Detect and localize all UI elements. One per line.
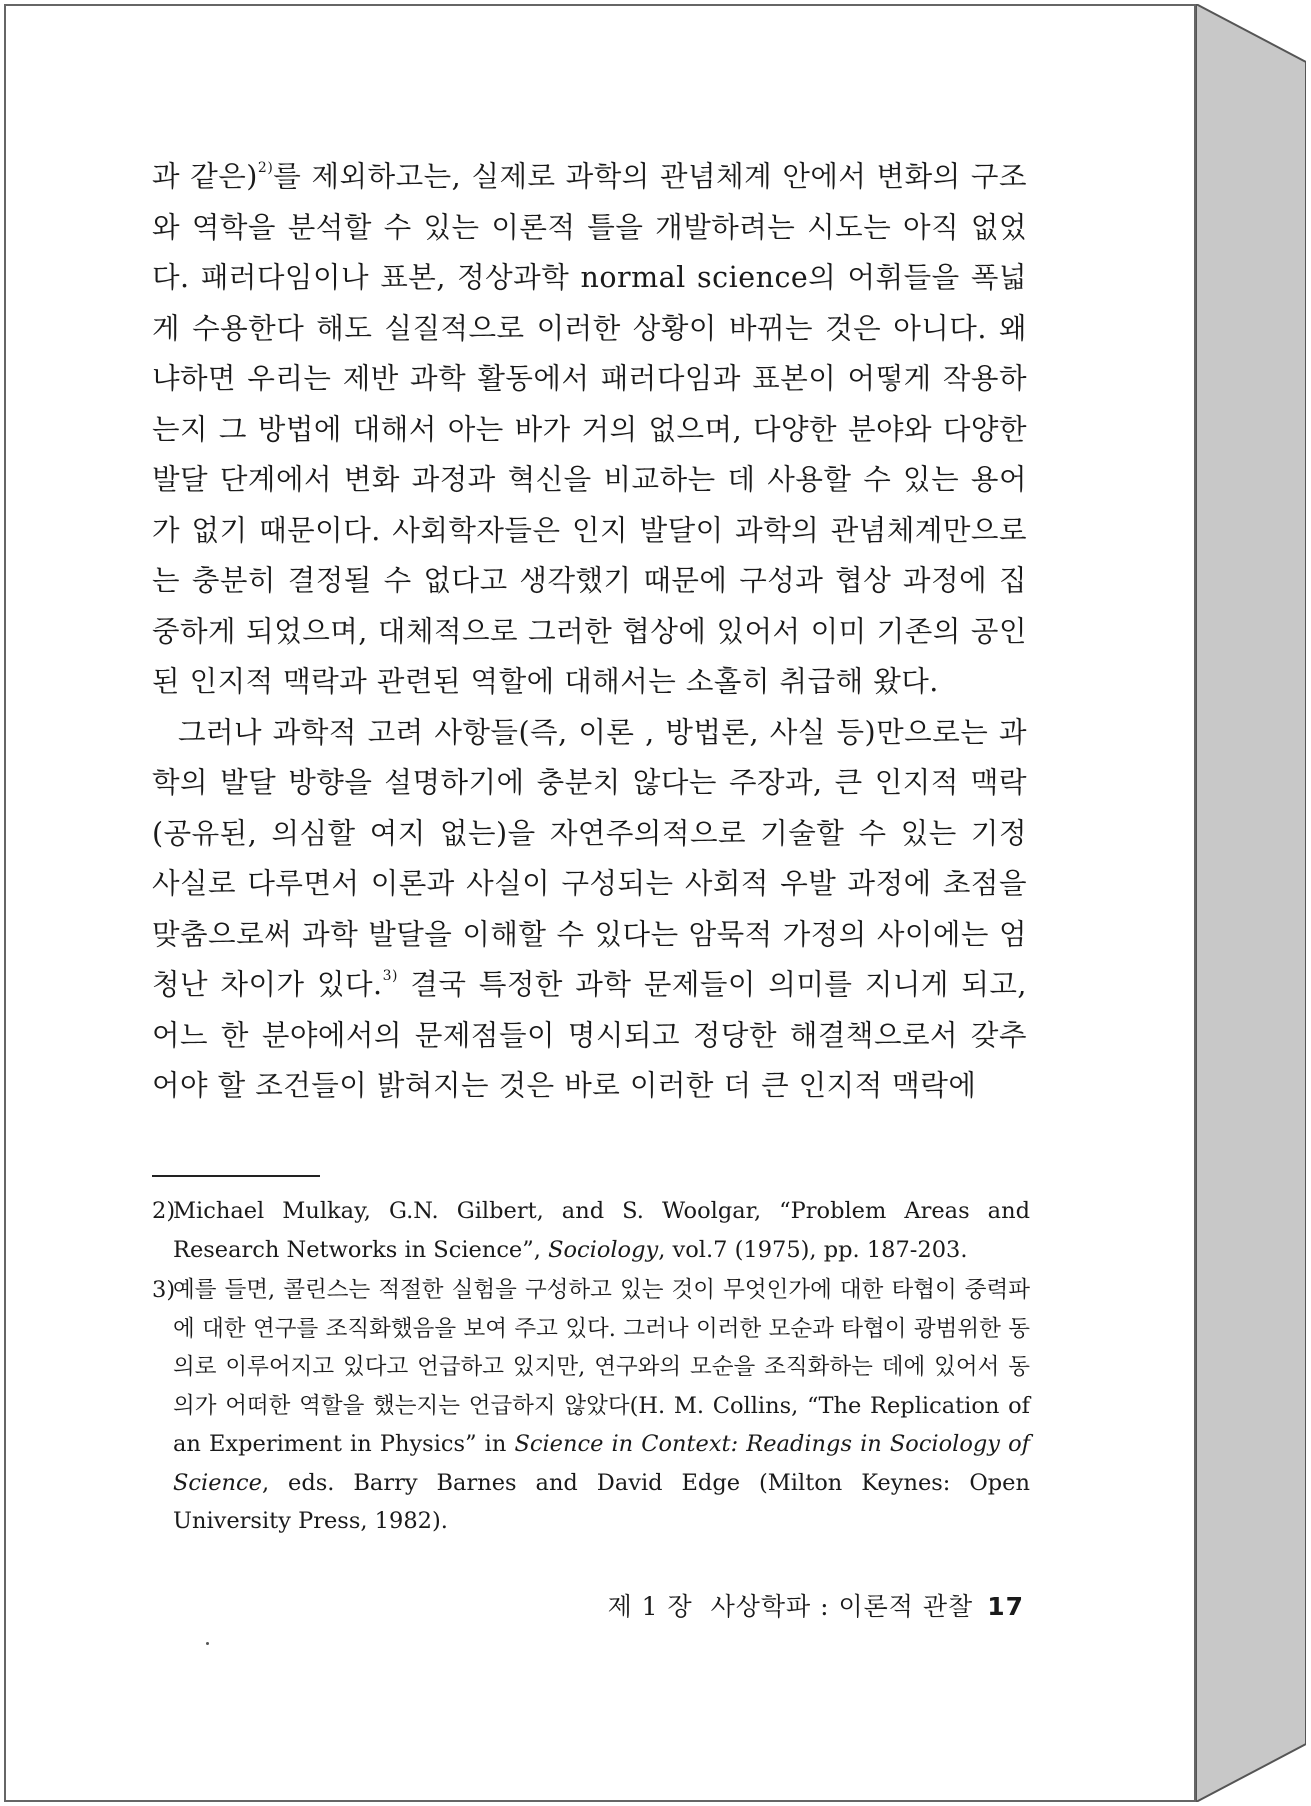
footnote-2 (152, 1192, 1030, 1269)
body-text (152, 152, 1027, 1112)
paragraph-1 (152, 152, 1027, 708)
book-page (4, 4, 1196, 1802)
footnote-text: 예를 들면, 콜린스는 적절한 실험을 구성하고 있는 것이 무엇인가에 대한 타협이 중력파에 대한 연구를 조직화했음을 보여 주고 있다. 그러나 이러한 모순과 타협이 광범위한 동의로 이루어지고 있다고 언급하고 있지만, 연구와의 모순을 조직화하는 데에 있어서 동의가 어떠한 역할을 했는지는 언급하지 않았다(H. M. Collins, “The Replication of an Experiment in Physics” in (173, 1277, 1030, 1457)
footnote-number: 2) (152, 1198, 176, 1224)
page-side-edge (1196, 4, 1306, 1802)
footnote-ref-3: 3) (382, 967, 398, 984)
footnote-journal: Sociology (548, 1236, 659, 1263)
footnotes (152, 1192, 1030, 1541)
footnote-separator (152, 1175, 320, 1177)
paragraph-1-start: 과 같은) (152, 160, 258, 193)
footnote-number: 3) (152, 1277, 176, 1303)
footnote-text: Michael Mulkay, G.N. Gilbert, and S. Woolgar, “Problem Areas and Research Networks in Science”, (173, 1198, 1030, 1263)
page-number: 17 (987, 1592, 1024, 1621)
paragraph-2-start: 그러나 과학적 고려 사항들(즉, 이론 , 방법론, 사실 등)만으로는 과학의 발달 방향을 설명하기에 충분치 않다는 주장과, 큰 인지적 맥락(공유된, 의심할 여지 없는)을 자연주의적으로 기술할 수 있는 기정 사실로 다루면서 이론과 사실이 구성되는 사회적 우발 과정에 초점을 맞춤으로써 과학 발달을 이해할 수 있다는 암묵적 가정의 사이에는 엄청난 차이가 있다. (152, 715, 1027, 1001)
chapter-label: 제 1 장 (607, 1592, 693, 1621)
footnote-text-end: , eds. Barry Barnes and David Edge (Milton Keynes: Open University Press, 1982). (173, 1469, 1030, 1534)
footnote-ref-2: 2) (257, 159, 274, 176)
print-speck (206, 1642, 209, 1645)
footnote-3 (152, 1271, 1030, 1541)
running-footer (608, 1587, 1024, 1623)
paragraph-1-rest: 를 제외하고는, 실제로 과학의 관념체계 안에서 변화의 구조와 역학을 분석할 수 있는 이론적 틀을 개발하려는 시도는 아직 없었다. 패러다임이나 표본, 정상과학 normal science의 어휘들을 폭넓게 수용한다 해도 실질적으로 이러한 상황이 바뀌는 것은 아니다. 왜냐하면 우리는 제반 과학 활동에서 패러다임과 표본이 어떻게 작용하는지 그 방법에 대해서 아는 바가 거의 없으며, 다양한 분야와 다양한 발달 단계에서 변화 과정과 혁신을 비교하는 데 사용할 수 있는 용어가 없기 때문이다. 사회학자들은 인지 발달이 과학의 관념체계만으로는 충분히 결정될 수 없다고 생각했기 때문에 구성과 협상 과정에 집중하게 되었으며, 대체적으로 그러한 협상에 있어서 이미 기존의 공인된 인지적 맥락과 관련된 역할에 대해서는 소홀히 취급해 왔다. (152, 160, 1027, 698)
footnote-book-title: Science in Context: Readings in Sociology of Science (173, 1431, 1030, 1496)
paragraph-2 (152, 708, 1027, 1112)
chapter-title: 사상학파 : 이론적 관찰 (710, 1592, 974, 1621)
footnote-text-end: , vol.7 (1975), pp. 187-203. (658, 1236, 968, 1263)
paragraph-2-rest: 결국 특정한 과학 문제들이 의미를 지니게 되고, 어느 한 분야에서의 문제점들이 명시되고 정당한 해결책으로서 갖추어야 할 조건들이 밝혀지는 것은 바로 이러한 더 큰 인지적 맥락에 (152, 968, 1027, 1102)
